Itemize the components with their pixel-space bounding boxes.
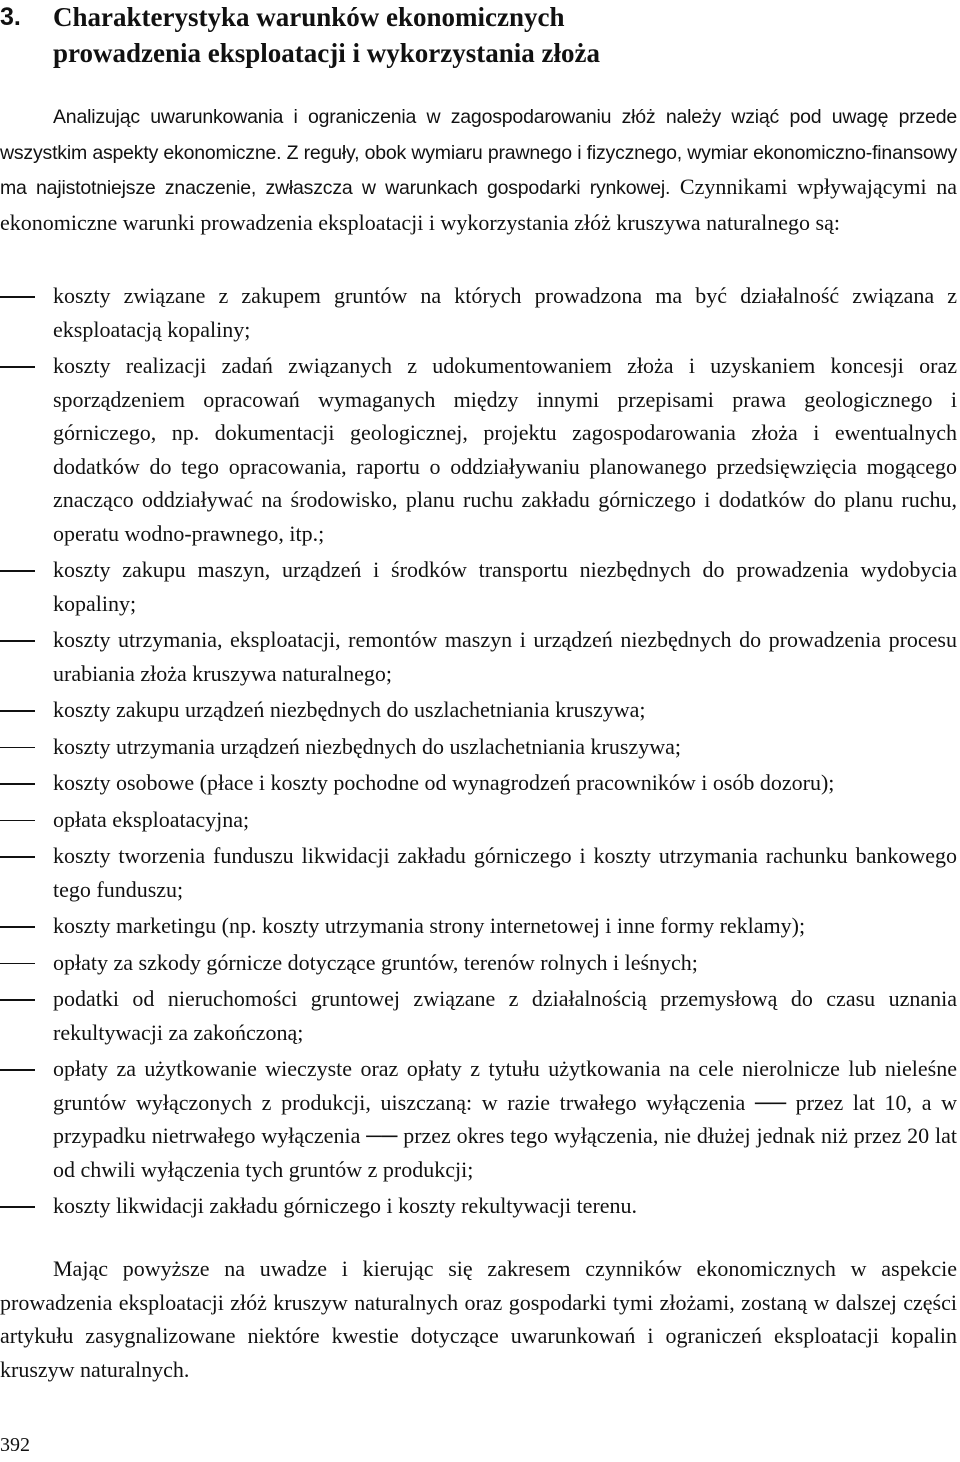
list-item bbox=[0, 553, 957, 620]
list-item bbox=[0, 349, 957, 550]
dash-bullet bbox=[0, 710, 35, 712]
list-item-text: koszty marketingu (np. koszty utrzymania strony internetowej i inne formy reklamy); bbox=[53, 913, 806, 938]
dash-bullet bbox=[0, 1206, 35, 1208]
dash-bullet bbox=[0, 366, 35, 368]
list-item-text: koszty zakupu maszyn, urządzeń i środków transportu niezbędnych do prowadzenia wydobycia kopaliny; bbox=[53, 557, 957, 616]
dash-bullet bbox=[0, 999, 35, 1001]
section-heading bbox=[0, 0, 940, 71]
list-item-text: koszty tworzenia funduszu likwidacji zakładu górniczego i koszty utrzymania rachunku bankowego tego funduszu; bbox=[53, 843, 957, 902]
dash-bullet bbox=[0, 640, 35, 642]
list-item-text: koszty utrzymania, eksploatacji, remontów maszyn i urządzeń niezbędnych do prowadzenia procesu urabiania złoża kruszywa naturalnego; bbox=[53, 627, 957, 686]
list-item-text: opłaty za użytkowanie wieczyste oraz opłaty z tytułu użytkowania na cele nierolnicze lub nieleśne gruntów wyłączonych z produkcji, uiszczaną: w razie trwałego wyłączenia ── przez lat 10, a w przypadku nietrwałego wyłączenia ── przez okres tego wyłączenia, nie dłużej jednak niż przez 20 lat od chwili wyłączenia tych gruntów z produkcji; bbox=[53, 1056, 957, 1182]
list-item-text: opłata eksploatacyjna; bbox=[53, 806, 250, 832]
dash-bullet bbox=[0, 783, 35, 785]
list-item-text: opłaty za szkody górnicze dotyczące gruntów, terenów rolnych i leśnych; bbox=[53, 949, 698, 975]
dash-bullet bbox=[0, 963, 35, 965]
intro-text-part-3: Czynnikami wpływającymi na ekonomiczne warunki prowadzenia eksploatacji i wykorzystania złóż kruszywa naturalnego są: bbox=[0, 174, 957, 235]
list-item-text: koszty związane z zakupem gruntów na których prowadzona ma być działalność związana z eksploatacją kopaliny; bbox=[53, 283, 957, 342]
list-item bbox=[0, 766, 957, 800]
section-title-line-1: Charakterystyka warunków ekonomicznych bbox=[53, 2, 565, 32]
list-item bbox=[0, 279, 957, 346]
section-number: 3. bbox=[0, 3, 21, 31]
cost-factors-list bbox=[0, 279, 957, 1223]
list-item bbox=[0, 1052, 957, 1186]
list-item bbox=[0, 909, 957, 943]
list-item bbox=[0, 839, 957, 906]
list-item bbox=[0, 803, 957, 837]
intro-text-part-1: Analizując uwarunkowania i ograniczenia w zagospodarowaniu złóż należy wziąć pod uwagę przede wszystkim aspekty ekonomiczne. bbox=[0, 106, 957, 164]
list-item-text: koszty osobowe (płace i koszty pochodne od wynagrodzeń pracowników i osób dozoru); bbox=[53, 770, 835, 795]
section-title-line-2: prowadzenia eksploatacji i wykorzystania złoża bbox=[53, 38, 600, 68]
list-item-text: koszty realizacji zadań związanych z udokumentowaniem złoża i uzyskaniem koncesji oraz sporządzeniem opracowań wymaganych między innymi przepisami prawa geologicznego i górniczego, np. dokumentacji geologicznej, projektu zagospodarowania złoża i ewentualnych dodatków do tego opracowania, raportu o oddziaływaniu planowanego przedsięwzięcia mogącego znacząco oddziaływać na środowisko, planu ruchu zakładu górniczego i dodatków do planu ruchu, operatu wodno-prawnego, itp.; bbox=[53, 353, 957, 546]
dash-bullet bbox=[0, 820, 35, 822]
list-item bbox=[0, 623, 957, 690]
dash-bullet bbox=[0, 296, 35, 298]
list-item bbox=[0, 946, 957, 980]
intro-paragraph bbox=[0, 99, 957, 239]
page-number: 392 bbox=[0, 1434, 30, 1456]
list-item bbox=[0, 1189, 957, 1223]
dash-bullet bbox=[0, 747, 35, 749]
list-item bbox=[0, 982, 957, 1049]
list-item-text: koszty likwidacji zakładu górniczego i koszty rekultywacji terenu. bbox=[53, 1193, 638, 1218]
closing-paragraph: Mając powyższe na uwadze i kierując się zakresem czynników ekonomicznych w aspekcie prowadzenia eksploatacji złóż kruszyw naturalnych oraz gospodarki tymi złożami, zostaną w dalszej części artykułu zasygnalizowane niektóre kwestie dotyczące uwarunkowań i ograniczeń eksploatacji kopalin kruszyw naturalnych. bbox=[0, 1256, 957, 1382]
dash-bullet bbox=[0, 856, 35, 858]
list-item-text: koszty utrzymania urządzeń niezbędnych do uszlachetniania kruszywa; bbox=[53, 733, 681, 759]
list-item bbox=[0, 730, 957, 764]
dash-bullet bbox=[0, 570, 35, 572]
list-item-text: podatki od nieruchomości gruntowej związane z działalnością przemysłową do czasu uznania rekultywacji za zakończoną; bbox=[53, 986, 957, 1045]
list-item bbox=[0, 693, 957, 727]
list-item-text: koszty zakupu urządzeń niezbędnych do uszlachetniania kruszywa; bbox=[53, 697, 646, 722]
intro-text-part-2: Z reguły, obok wymiaru prawnego i fizycznego, wymiar ekonomiczno-finansowy ma najistotniejsze znaczenie, zwłaszcza w warunkach gospodarki rynkowej. bbox=[0, 141, 957, 199]
dash-bullet bbox=[0, 926, 35, 928]
dash-bullet bbox=[0, 1069, 35, 1071]
